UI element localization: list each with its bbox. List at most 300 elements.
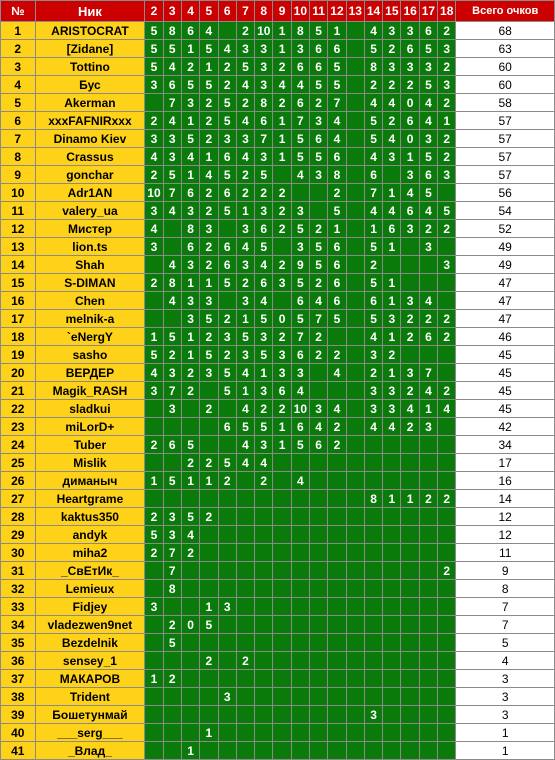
score-cell (181, 562, 199, 580)
score-cell: 5 (200, 76, 218, 94)
total-cell: 42 (456, 418, 555, 436)
total-cell: 45 (456, 400, 555, 418)
score-cell: 2 (438, 220, 456, 238)
score-cell (346, 436, 364, 454)
score-cell (273, 652, 291, 670)
score-cell (346, 400, 364, 418)
score-cell (383, 562, 401, 580)
score-cell: 5 (310, 148, 328, 166)
score-cell (346, 238, 364, 256)
score-cell (310, 508, 328, 526)
score-cell: 7 (163, 544, 181, 562)
rank-cell: 41 (1, 742, 36, 760)
score-cell (200, 670, 218, 688)
score-cell: 3 (218, 688, 236, 706)
score-cell: 5 (310, 76, 328, 94)
score-cell: 3 (419, 58, 437, 76)
score-cell (401, 274, 419, 292)
score-cell: 3 (438, 166, 456, 184)
nick-cell: gonchar (35, 166, 145, 184)
score-cell (328, 544, 346, 562)
score-cell: 2 (236, 652, 254, 670)
score-cell (438, 238, 456, 256)
score-cell (163, 418, 181, 436)
score-cell: 5 (218, 94, 236, 112)
score-cell: 1 (200, 58, 218, 76)
score-cell: 3 (145, 202, 163, 220)
score-cell: 4 (383, 202, 401, 220)
rank-cell: 15 (1, 274, 36, 292)
score-cell (438, 364, 456, 382)
score-cell (383, 724, 401, 742)
score-cell: 6 (218, 256, 236, 274)
score-cell: 2 (438, 130, 456, 148)
score-cell: 2 (145, 508, 163, 526)
score-cell (401, 706, 419, 724)
score-cell: 2 (401, 310, 419, 328)
score-cell: 2 (328, 346, 346, 364)
score-cell (163, 688, 181, 706)
table-row (1, 526, 555, 544)
score-cell: 5 (181, 76, 199, 94)
rank-cell: 16 (1, 292, 36, 310)
rank-cell: 25 (1, 454, 36, 472)
score-cell: 3 (273, 346, 291, 364)
score-cell (310, 382, 328, 400)
score-cell (181, 670, 199, 688)
score-cell (346, 274, 364, 292)
score-cell: 3 (163, 526, 181, 544)
score-cell: 2 (438, 562, 456, 580)
score-cell: 2 (181, 454, 199, 472)
score-cell (383, 472, 401, 490)
score-cell: 3 (236, 256, 254, 274)
total-cell: 1 (456, 724, 555, 742)
score-cell: 3 (236, 292, 254, 310)
score-cell (218, 742, 236, 760)
score-cell (310, 652, 328, 670)
score-cell: 5 (181, 130, 199, 148)
nick-cell: xxxFAFNIRxxx (35, 112, 145, 130)
round-column-header: 8 (255, 1, 273, 22)
score-cell: 5 (236, 328, 254, 346)
score-cell: 2 (419, 220, 437, 238)
score-cell: 2 (419, 310, 437, 328)
score-cell: 6 (419, 328, 437, 346)
score-cell: 3 (163, 364, 181, 382)
rank-cell: 5 (1, 94, 36, 112)
score-cell (438, 616, 456, 634)
table-row (1, 346, 555, 364)
score-cell: 6 (310, 40, 328, 58)
rank-cell: 6 (1, 112, 36, 130)
score-cell (310, 634, 328, 652)
score-cell: 2 (438, 148, 456, 166)
round-column-header: 13 (346, 1, 364, 22)
round-column-header: 4 (181, 1, 199, 22)
nick-cell: Bezdelnik (35, 634, 145, 652)
score-cell: 1 (383, 364, 401, 382)
score-cell: 1 (273, 22, 291, 40)
score-cell (328, 652, 346, 670)
score-cell: 5 (236, 418, 254, 436)
score-cell: 5 (236, 58, 254, 76)
score-cell (273, 598, 291, 616)
score-cell (236, 562, 254, 580)
score-cell (438, 418, 456, 436)
score-cell: 5 (328, 310, 346, 328)
score-cell: 3 (200, 292, 218, 310)
score-cell (328, 580, 346, 598)
score-cell (438, 544, 456, 562)
score-cell (401, 616, 419, 634)
score-cell: 2 (310, 274, 328, 292)
score-cell: 6 (218, 418, 236, 436)
score-cell: 3 (200, 364, 218, 382)
score-cell (200, 688, 218, 706)
total-cell: 56 (456, 184, 555, 202)
score-cell (419, 274, 437, 292)
score-cell (200, 490, 218, 508)
score-cell: 4 (236, 454, 254, 472)
nick-cell: [Zidane] (35, 40, 145, 58)
score-cell: 6 (310, 58, 328, 76)
score-cell (383, 706, 401, 724)
score-cell (310, 526, 328, 544)
score-cell: 1 (273, 418, 291, 436)
score-cell: 4 (255, 454, 273, 472)
score-cell (346, 328, 364, 346)
score-cell: 6 (310, 130, 328, 148)
score-cell (401, 454, 419, 472)
score-cell (236, 598, 254, 616)
total-cell: 12 (456, 526, 555, 544)
score-cell (218, 544, 236, 562)
score-cell (255, 652, 273, 670)
table-row (1, 364, 555, 382)
score-cell: 8 (328, 166, 346, 184)
score-cell (401, 346, 419, 364)
score-cell: 4 (419, 202, 437, 220)
score-cell: 1 (200, 274, 218, 292)
score-cell (291, 454, 309, 472)
round-column-header: 16 (401, 1, 419, 22)
score-cell (328, 382, 346, 400)
score-cell: 1 (236, 202, 254, 220)
score-cell (291, 634, 309, 652)
nick-cell: melnik-a (35, 310, 145, 328)
score-cell (255, 616, 273, 634)
rank-cell: 33 (1, 598, 36, 616)
total-cell: 57 (456, 112, 555, 130)
score-cell (328, 688, 346, 706)
score-cell: 8 (181, 220, 199, 238)
score-cell (438, 184, 456, 202)
score-cell: 4 (328, 400, 346, 418)
score-cell: 0 (181, 616, 199, 634)
score-cell: 4 (163, 58, 181, 76)
score-cell (419, 706, 437, 724)
score-cell (383, 436, 401, 454)
total-cell: 57 (456, 166, 555, 184)
score-cell: 2 (145, 544, 163, 562)
score-cell: 2 (438, 328, 456, 346)
score-cell (419, 670, 437, 688)
round-column-header: 5 (200, 1, 218, 22)
score-cell: 5 (145, 346, 163, 364)
score-cell: 2 (145, 274, 163, 292)
score-cell: 2 (200, 328, 218, 346)
score-cell: 6 (218, 184, 236, 202)
rank-cell: 7 (1, 130, 36, 148)
score-cell: 5 (310, 256, 328, 274)
score-cell: 2 (145, 112, 163, 130)
table-row (1, 742, 555, 760)
score-cell: 1 (383, 292, 401, 310)
table-body (1, 22, 555, 760)
score-cell (218, 634, 236, 652)
score-cell: 5 (364, 112, 382, 130)
score-cell: 4 (291, 76, 309, 94)
score-cell: 1 (383, 328, 401, 346)
score-cell: 5 (328, 58, 346, 76)
score-cell (273, 166, 291, 184)
score-cell: 2 (273, 202, 291, 220)
score-cell: 3 (364, 400, 382, 418)
score-cell (273, 544, 291, 562)
score-cell (218, 724, 236, 742)
nick-cell: miLorD+ (35, 418, 145, 436)
table-row (1, 40, 555, 58)
score-cell (200, 562, 218, 580)
score-cell: 2 (200, 652, 218, 670)
score-cell: 1 (273, 112, 291, 130)
score-cell (328, 670, 346, 688)
score-cell (291, 670, 309, 688)
score-cell (383, 544, 401, 562)
rank-cell: 9 (1, 166, 36, 184)
score-cell (145, 292, 163, 310)
score-cell (273, 634, 291, 652)
score-cell: 6 (310, 436, 328, 454)
score-cell (346, 292, 364, 310)
score-cell: 3 (236, 40, 254, 58)
score-cell (346, 706, 364, 724)
score-cell (163, 706, 181, 724)
score-cell (328, 742, 346, 760)
total-cell: 16 (456, 472, 555, 490)
table-row (1, 256, 555, 274)
rank-cell: 37 (1, 670, 36, 688)
score-cell: 4 (419, 94, 437, 112)
score-cell: 3 (438, 256, 456, 274)
score-cell (310, 724, 328, 742)
score-cell: 5 (218, 274, 236, 292)
round-column-header: 11 (310, 1, 328, 22)
score-cell: 2 (236, 274, 254, 292)
score-cell (218, 616, 236, 634)
table-row (1, 310, 555, 328)
score-cell: 2 (383, 346, 401, 364)
score-cell: 4 (236, 148, 254, 166)
table-row (1, 22, 555, 40)
score-cell: 3 (383, 310, 401, 328)
score-cell: 3 (401, 166, 419, 184)
score-cell: 4 (236, 400, 254, 418)
score-cell: 3 (181, 94, 199, 112)
score-cell: 5 (255, 346, 273, 364)
score-cell: 4 (419, 292, 437, 310)
score-cell (346, 634, 364, 652)
score-cell: 5 (145, 526, 163, 544)
score-cell: 2 (163, 616, 181, 634)
total-cell: 5 (456, 634, 555, 652)
score-cell: 3 (383, 58, 401, 76)
score-cell: 6 (328, 274, 346, 292)
score-cell: 7 (163, 382, 181, 400)
score-cell: 4 (291, 472, 309, 490)
score-cell (255, 526, 273, 544)
score-cell (200, 526, 218, 544)
score-cell: 1 (181, 346, 199, 364)
score-cell (255, 580, 273, 598)
score-cell: 7 (291, 112, 309, 130)
score-cell: 5 (328, 202, 346, 220)
score-cell: 5 (218, 364, 236, 382)
score-cell (401, 724, 419, 742)
rank-cell: 14 (1, 256, 36, 274)
score-cell (255, 688, 273, 706)
score-cell: 4 (163, 112, 181, 130)
score-cell (383, 580, 401, 598)
score-cell: 7 (364, 184, 382, 202)
score-cell (218, 220, 236, 238)
table-row (1, 112, 555, 130)
score-cell (346, 148, 364, 166)
score-cell (419, 526, 437, 544)
score-cell: 5 (291, 130, 309, 148)
score-cell (328, 328, 346, 346)
score-cell (181, 418, 199, 436)
total-cell: 17 (456, 454, 555, 472)
score-cell: 4 (236, 238, 254, 256)
score-cell (346, 454, 364, 472)
score-cell: 5 (255, 166, 273, 184)
score-cell: 3 (145, 238, 163, 256)
score-cell: 2 (200, 454, 218, 472)
score-cell (236, 508, 254, 526)
score-cell (346, 184, 364, 202)
score-cell: 1 (419, 400, 437, 418)
score-cell: 4 (328, 130, 346, 148)
score-cell: 4 (255, 256, 273, 274)
score-cell (218, 508, 236, 526)
score-cell (419, 472, 437, 490)
score-cell: 1 (145, 670, 163, 688)
score-cell: 5 (438, 202, 456, 220)
score-cell (419, 742, 437, 760)
nick-cell: ВЕРДЕР (35, 364, 145, 382)
score-cell (383, 454, 401, 472)
total-cell: 14 (456, 490, 555, 508)
score-cell: 4 (200, 166, 218, 184)
score-cell (200, 544, 218, 562)
score-cell: 9 (291, 256, 309, 274)
score-cell (181, 490, 199, 508)
score-cell: 6 (291, 418, 309, 436)
score-cell: 5 (163, 634, 181, 652)
table-row (1, 184, 555, 202)
score-cell (145, 310, 163, 328)
nick-cell: Бус (35, 76, 145, 94)
score-cell: 2 (218, 346, 236, 364)
total-cell: 47 (456, 274, 555, 292)
score-cell: 4 (364, 202, 382, 220)
table-row (1, 418, 555, 436)
rank-cell: 21 (1, 382, 36, 400)
round-column-header: 7 (236, 1, 254, 22)
score-cell: 3 (383, 22, 401, 40)
nick-cell: МАКАРОВ (35, 670, 145, 688)
score-cell (236, 472, 254, 490)
score-cell: 3 (310, 400, 328, 418)
score-cell (419, 454, 437, 472)
nick-cell: _СвЕтИк_ (35, 562, 145, 580)
score-cell: 4 (328, 364, 346, 382)
score-cell (145, 706, 163, 724)
nick-cell: Trident (35, 688, 145, 706)
score-cell: 3 (145, 130, 163, 148)
score-cell: 2 (163, 670, 181, 688)
score-cell (383, 742, 401, 760)
score-cell: 3 (218, 598, 236, 616)
score-cell: 5 (181, 508, 199, 526)
score-cell: 6 (419, 166, 437, 184)
score-cell (364, 724, 382, 742)
score-cell (218, 580, 236, 598)
score-cell (346, 94, 364, 112)
score-cell: 1 (273, 436, 291, 454)
score-cell: 6 (291, 292, 309, 310)
score-cell (364, 598, 382, 616)
table-row (1, 292, 555, 310)
score-cell (236, 724, 254, 742)
score-cell: 4 (383, 130, 401, 148)
score-cell (236, 742, 254, 760)
score-cell (419, 616, 437, 634)
table-row (1, 166, 555, 184)
score-cell (145, 490, 163, 508)
score-cell (419, 256, 437, 274)
nick-cell: ___serg___ (35, 724, 145, 742)
score-cell (401, 562, 419, 580)
total-cell: 57 (456, 148, 555, 166)
score-cell (291, 706, 309, 724)
score-cell: 1 (181, 274, 199, 292)
score-cell (181, 400, 199, 418)
score-cell: 3 (255, 328, 273, 346)
score-cell (383, 688, 401, 706)
score-cell: 3 (310, 112, 328, 130)
score-cell (364, 634, 382, 652)
nick-cell: Tuber (35, 436, 145, 454)
score-cell (346, 544, 364, 562)
score-cell: 5 (419, 76, 437, 94)
score-cell (145, 742, 163, 760)
score-cell: 6 (181, 22, 199, 40)
score-cell (273, 472, 291, 490)
rank-cell: 22 (1, 400, 36, 418)
